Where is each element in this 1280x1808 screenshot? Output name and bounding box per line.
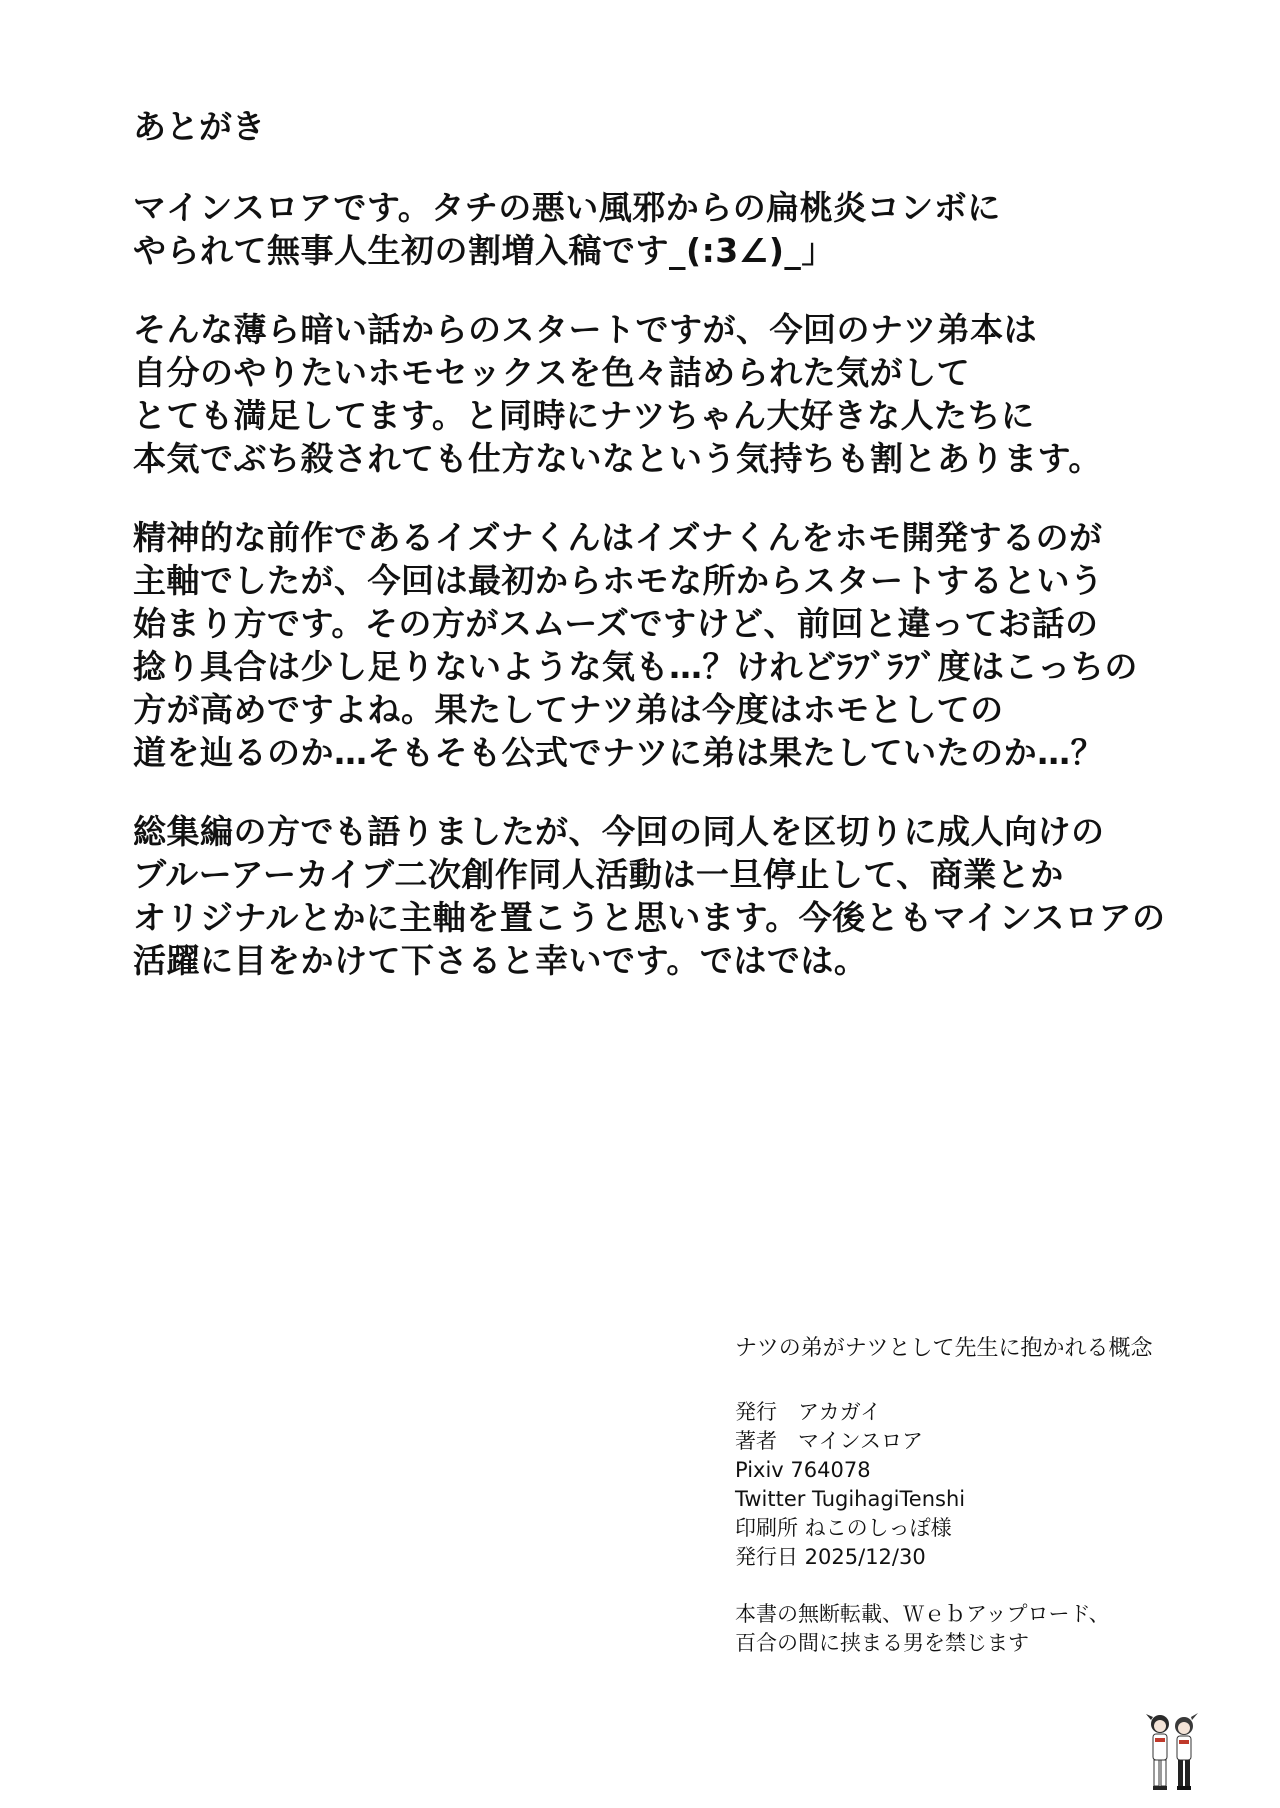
afterword-line: とても満足してます。と同時にナツちゃん大好きな人たちに (133, 396, 1035, 435)
colophon-publisher: 発行 アカガイ (735, 1400, 882, 1424)
colophon-notice (735, 1600, 1235, 1658)
colophon-details (735, 1398, 1235, 1572)
colophon-twitter: Twitter TugihagiTenshi (735, 1487, 966, 1511)
afterword-paragraph-4 (133, 810, 1173, 982)
afterword-paragraph-2 (133, 308, 1173, 480)
afterword-title: あとがき (133, 107, 265, 146)
afterword-line: 本気でぶち殺されても仕方ないなという気持ちも割とあります。 (133, 439, 1102, 478)
afterword-line: やられて無事人生初の割増入稿です_(:3∠)_」 (133, 231, 835, 270)
afterword-section (133, 104, 1173, 1018)
afterword-line: 活躍に目をかけて下さると幸いです。ではでは。 (133, 941, 868, 980)
afterword-line: 道を辿るのか…そもそも公式でナツに弟は果たしていたのか…？ (133, 733, 1105, 772)
afterword-line: ブルーアーカイブ二次創作同人活動は一旦停止して、商業とか (133, 855, 1064, 894)
afterword-line: 方が高めですよね。果たしてナツ弟は今度はホモとしての (133, 690, 1004, 729)
afterword-line: マインスロアです。タチの悪い風邪からの扁桃炎コンボに (133, 188, 1001, 227)
notice-line: 本書の無断転載、Ｗｅｂアップロード、 (735, 1602, 1110, 1626)
colophon-date: 発行日 2025/12/30 (735, 1545, 926, 1569)
afterword-paragraph-1 (133, 186, 1173, 272)
afterword-line: 精神的な前作であるイズナくんはイズナくんをホモ開発するのが (133, 518, 1103, 557)
afterword-line: 捻り具合は少し足りないような気も…？けれどﾗﾌﾞﾗﾌﾞ度はこっちの (133, 647, 1138, 686)
afterword-line: オリジナルとかに主軸を置こうと思います。今後ともマインスロアの (133, 898, 1166, 937)
chibi-characters-icon (1140, 1708, 1204, 1798)
colophon-book-title: ナツの弟がナツとして先生に抱かれる概念 (735, 1336, 1153, 1361)
afterword-paragraph-3 (133, 516, 1173, 774)
colophon-printer: 印刷所 ねこのしっぽ様 (735, 1516, 952, 1540)
afterword-line: 総集編の方でも語りましたが、今回の同人を区切りに成人向けの (133, 812, 1105, 851)
afterword-line: そんな薄ら暗い話からのスタートですが、今回のナツ弟本は (133, 310, 1038, 349)
afterword-line: 始まり方です。その方がスムーズですけど、前回と違ってお話の (133, 604, 1099, 643)
colophon-author: 著者 マインスロア (735, 1429, 923, 1453)
afterword-line: 自分のやりたいホモセックスを色々詰められた気がして (133, 353, 971, 392)
colophon (735, 1334, 1235, 1658)
afterword-line: 主軸でしたが、今回は最初からホモな所からスタートするという (133, 561, 1104, 600)
notice-line: 百合の間に挟まる男を禁じます (735, 1631, 1029, 1655)
colophon-pixiv: Pixiv 764078 (735, 1458, 871, 1482)
